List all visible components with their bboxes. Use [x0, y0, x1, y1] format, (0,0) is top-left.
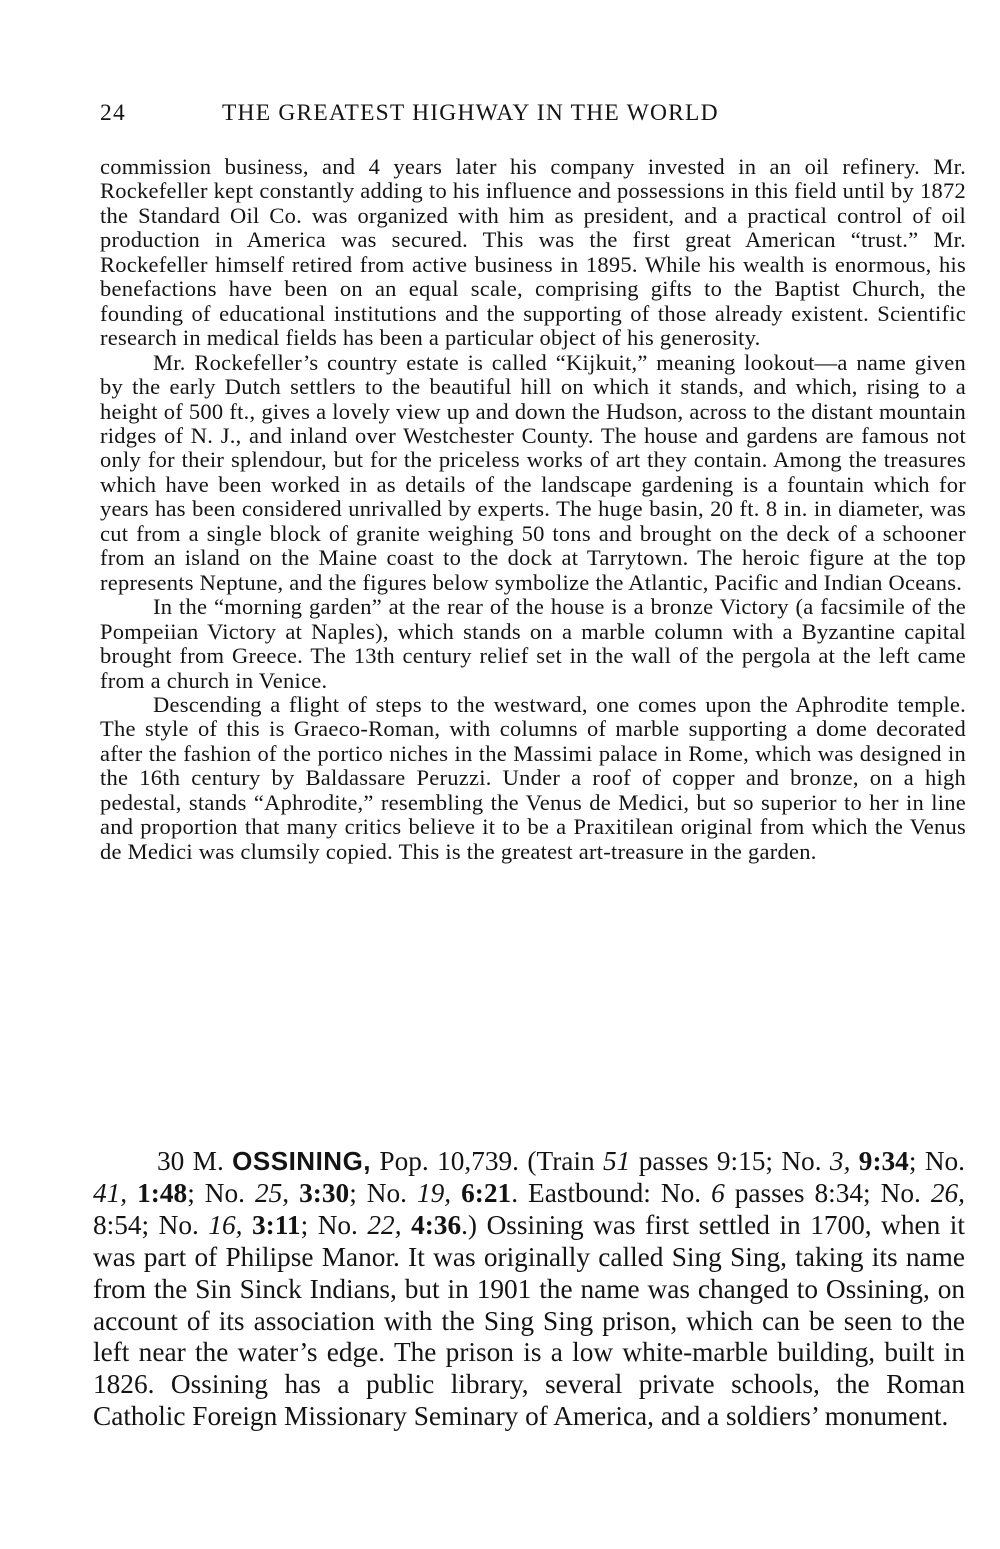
paragraph-kijkuit-estate: Mr. Rockefeller’s country estate is called “Kijkuit,” meaning lookout—a name given by the early Dutch settlers to the beautiful hill on which it stands, and which, rising to a height of 500 ft., gives a lovely view up and down the Hudson, across to the distant mountain ridges of N. J., and inland over Westchester County. The house and gardens are famous not only for their splendour, but for the priceless works of art they contain. Among the treasures which have been worked in as details of the landscape gardening is a fountain which for years has been considered unrivalled by experts. The huge basin, 20 ft. 8 in. in diameter, was cut from a single block of granite weighing 50 tons and brought on the deck of a schooner from an island on the Maine coast to the dock at Tarrytown. The heroic figure at the top represents Neptune, and the figures below symbolize the Atlantic, Pacific and Indian Oceans.: [100, 349, 966, 595]
train-time: 1:48: [137, 1177, 188, 1208]
train-entry: No. 25, 3:30;: [204, 1177, 367, 1208]
train-time: 9:34: [858, 1146, 909, 1176]
train-entry: No. 41, 1:48;: [93, 1146, 965, 1208]
eastbound-label: Eastbound:: [528, 1177, 651, 1208]
ossining-paragraph: [93, 1146, 965, 1433]
train-time: 8:34: [814, 1177, 864, 1208]
train-time: 8:54: [93, 1209, 142, 1240]
train-number: 6: [711, 1177, 725, 1208]
train-entry: 51 passes 9:15;: [603, 1146, 782, 1176]
running-head: [100, 98, 840, 134]
train-entry: No. 22, 4:36.): [317, 1209, 478, 1240]
train-number: 51: [603, 1146, 631, 1176]
paragraph-aphrodite-temple: Descending a flight of steps to the westward, one comes upon the Aphrodite temple. The style of this is Graeco-Roman, with columns of marble supporting a dome decorated after the fashion of the portico niches in the Massimi palace in Rome, which was designed in the 16th century by Baldassare Peruzzi. Under a roof of copper and bronze, on a high pedestal, stands “Aphrodite,” resembling the Venus de Medici, but so superior to her in line and proportion that many critics believe it to be a Praxitilean original from which the Venus de Medici was clumsily copied. This is the greatest art-treasure in the garden.: [100, 691, 966, 864]
train-number: 26,: [930, 1177, 965, 1208]
train-time: 6:21: [461, 1177, 512, 1208]
stop-mileage: 30 M.: [157, 1146, 224, 1176]
train-number: 25,: [255, 1177, 290, 1208]
page-number: 24: [100, 100, 126, 126]
train-intro: (Train: [527, 1146, 595, 1176]
train-time: 3:11: [252, 1209, 301, 1240]
running-title: THE GREATEST HIGHWAY IN THE WORLD: [222, 100, 719, 126]
train-entry: No. 19, 6:21.: [366, 1177, 529, 1208]
main-text-block: [100, 155, 966, 864]
train-number: 19,: [417, 1177, 452, 1208]
train-entry: No. 26, 8:54;: [93, 1177, 965, 1240]
train-number: 22,: [367, 1209, 402, 1240]
paragraph-morning-garden: In the “morning garden” at the rear of the house is a bronze Victory (a facsimile of the Pompeiian Victory at Naples), which stands on a marble column with a Byzantine capital brought from Greece. The 13th century relief set in the wall of the pergola at the left came from a church in Venice.: [100, 594, 966, 693]
train-time: 4:36: [411, 1209, 462, 1240]
train-entry: No. 3, 9:34;: [781, 1146, 925, 1176]
stop-name: OSSINING,: [232, 1146, 372, 1176]
train-entry: No. 16, 3:11;: [158, 1209, 318, 1240]
paragraph-rockefeller-career: commission business, and 4 years later his company invested in an oil refinery. Mr. Rockefeller kept constantly adding to his influence and possessions in this field until by 1872 the Standard Oil Co. was organized with him as president, and a practical control of oil production in America was secured. This was the first great American “trust.” Mr. Rockefeller himself retired from active business in 1895. While his wealth is enormous, his benefactions have been on an equal scale, comprising gifts to the Baptist Church, the founding of educational institutions and the supporting of those already existent. Scientific research in medical fields has been a particular object of his generosity.: [100, 154, 966, 351]
train-time: 9:15: [716, 1146, 766, 1176]
train-number: 16,: [208, 1209, 243, 1240]
ossining-description: Ossining was first settled in 1700, when it was part of Philipse Manor. It was originally called Sing Sing, taking its name from the Sin Sinck Indians, but in 1901 the name was changed to Ossining, on account of its association with the Sing Sing prison, which can be seen to the left near the water’s edge. The prison is a low white-marble building, built in 1826. Ossining has a public library, several private schools, the Roman Catholic Foreign Missionary Seminary of America, and a soldiers’ monument.: [93, 1209, 965, 1432]
ossining-entry: [93, 1146, 965, 1433]
train-number: 41,: [93, 1177, 128, 1208]
train-number: 3,: [829, 1146, 851, 1176]
train-time: 3:30: [299, 1177, 350, 1208]
train-entry: No. 6 passes 8:34;: [660, 1177, 881, 1208]
stop-population: Pop. 10,739.: [379, 1146, 519, 1176]
